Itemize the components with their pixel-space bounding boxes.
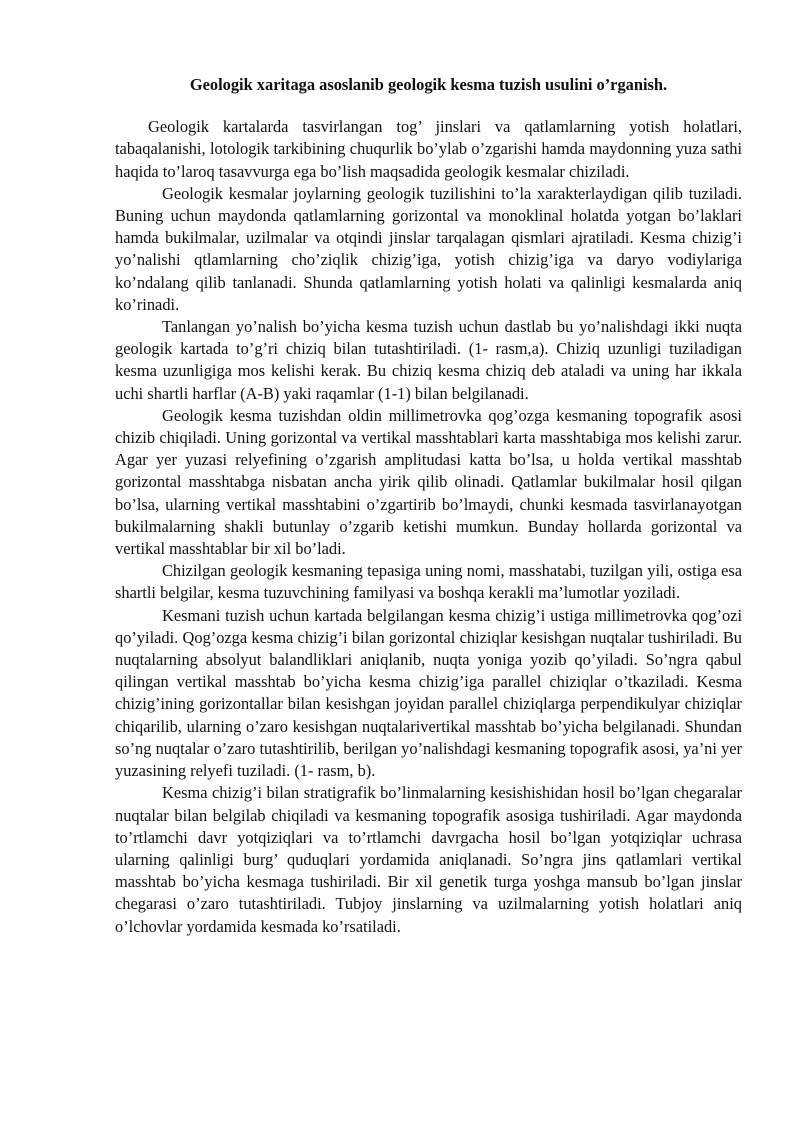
paragraph-1: Geologik kartalarda tasvirlangan tog’ jinslari va qatlamlarning yotish holatlari, tabaqalanishi, lotologik tarkibining chuqurlik bo’ylab o’zgarishi hamda maydonning yuza sathi haqida to’laroq tasavvurga ega bo’lish maqsadida geologik kesmalar chiziladi.: [115, 117, 742, 181]
paragraph-2: Geologik kesmalar joylarning geologik tuzilishini to’la xarakterlaydigan qilib tuziladi. Buning uchun maydonda qatlamlarning gorizontal va monoklinal holatda yotgan bo’laklari hamda bukilmalar, uzilmalar va otqindi jinslar tarqalagan qismlari ajratiladi. Kesma chizig’i yo’nalishi qtlamlarning cho’ziqlik chizig’iga, yotish chizig’iga va daryo vodiylariga ko’ndalang qilib tanlanadi. Shunda qatlamlarning yotish holati va qalinligi kesmalarda aniq ko’rinadi.: [115, 183, 742, 314]
document-title: Geologik xaritaga asoslanib geologik kesma tuzish usulini o’rganish.: [189, 75, 668, 94]
paragraph-3: Tanlangan yo’nalish bo’yicha kesma tuzish uchun dastlab bu yo’nalishdagi ikki nuqta geologik kartada to’g’ri chiziq bilan tutashtiriladi. (1- rasm,a). Chiziq uzunligi tuziladigan kesma uzunligiga mos kelishi kerak. Bu chiziq kesma chiziq deb ataladi va uning har ikkala uchi shartli harflar (A-B) yaki raqamlar (1-1) bilan belgilanadi.: [115, 317, 742, 403]
paragraph-6: Kesmani tuzish uchun kartada belgilangan kesma chizig’i ustiga millimetrovka qog’ozi qo’yiladi. Qog’ozga kesma chizig’i bilan gorizontal chiziqlar kesishgan nuqtalar tushiriladi. Bu nuqtalarning absolyut balandliklari aniqlanib, nuqta yoniga yozib qo’yiladi. So’ngra qabul qilingan vertikal masshtab bo’yicha kesma chizig’iga parallel chiziqlar o’tkaziladi. Kesma chizig’ining gorizontallar bilan kesishgan joyidan parallel chiziqlarga perpendikulyar chiziqlar chiqarilib, ularning o’zaro kesishgan nuqtalarivertikal masshtab bo’yicha belgilanadi. Shundan so’ng nuqtalar o’zaro tutashtirilib, berilgan yo’nalishdagi kesmaning topografik asosi, ya’ni yer yuzasining relyefi tuziladi. (1- rasm, b).: [115, 605, 742, 781]
paragraph-4: Geologik kesma tuzishdan oldin millimetrovka qog’ozga kesmaning topografik asosi chizib chiqiladi. Uning gorizontal va vertikal masshtablari karta masshtabiga mos kelishi zarur. Agar yer yuzasi relyefining o’zgarish amplitudasi katta bo’lsa, u holda vertikal masshtab gorizontal masshtabga nisbatan ancha yirik qilib olinadi. Qatlamlar bukilmalar hosil qilgan bo’lsa, ularning vertikal masshtabini o’zgartirib bo’lmaydi, chunki kesmada tasvirlanayotgan bukilmalarning shakli butunlay o’zgarib ketishi mumkun. Bunday hollarda gorizontal va vertikal masshtablar bir xil bo’ladi.: [115, 405, 742, 559]
paragraph-5: Chizilgan geologik kesmaning tepasiga uning nomi, masshatabi, tuzilgan yili, ostiga esa shartli belgilar, kesma tuzuvchining familyasi va boshqa kerakli ma’lumotlar yoziladi.: [115, 561, 742, 603]
paragraph-7: Kesma chizig’i bilan stratigrafik bo’linmalarning kesishishidan hosil bo’lgan chegaralar nuqtalar bilan belgilab chiqiladi va kesmaning topografik asosiga tushiriladi. Agar maydonda to’rtlamchi davr yotqiziqlari va to’rtlamchi davrgacha hosil bo’lgan yotqiziqlar uchrasa ularning qalinligi burg’ quduqlari yordamida aniqlanadi. So’ngra jins qatlamlari vertikal masshtab bo’yicha kesmaga tushiriladi. Bir xil genetik turga yoshga mansub bo’lgan jinslar chegarasi o’zaro tutashtiriladi. Tubjoy jinslarning va uzilmalarning yotish holatlari aniq o’lchovlar yordamida kesmada ko’rsatiladi.: [115, 783, 742, 936]
